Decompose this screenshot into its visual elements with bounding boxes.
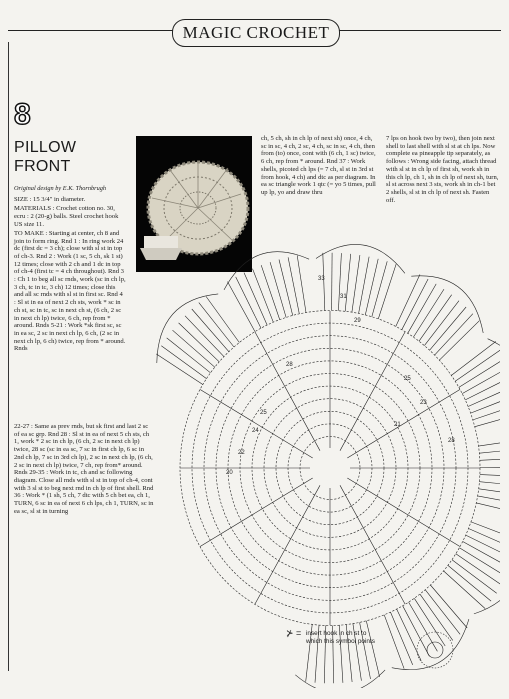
round-label: 20 xyxy=(226,470,233,476)
diagram-stroke xyxy=(206,297,239,343)
diagram-stroke xyxy=(448,565,491,601)
diagram-stroke xyxy=(459,358,500,388)
round-label: 25 xyxy=(260,410,267,416)
round-label: 29 xyxy=(354,318,361,324)
diagram-stroke xyxy=(297,256,306,313)
pattern-title xyxy=(14,138,76,176)
diagram-stroke xyxy=(228,282,256,332)
diagram-stroke xyxy=(384,615,404,669)
diagram-stroke xyxy=(462,366,500,393)
instruction-size: SIZE : 15 3/4" in diameter. xyxy=(14,196,86,203)
diagram-stroke xyxy=(200,390,313,459)
diagram-stroke xyxy=(372,261,387,317)
diagram-stroke xyxy=(463,542,500,569)
diagram-stroke xyxy=(451,342,495,376)
round-label: 22 xyxy=(238,450,245,456)
diagram-stroke xyxy=(479,482,500,487)
diagram-stroke xyxy=(352,255,360,312)
instruction-finishing: 7 lps on hook two by two), then join next shell to last shell with sl st at ch lps. Now complete ea pineapple tip separately, as follows : Wrong side facing, attach thread with sl st in ch lp of first sh, work sh in this ch lp, ch 1, sh in ch lp of next sh, turn, sl st across next 3 sts, work sh in ch-1 bet 2 shells, sl st in ch lp of next sh. Fasten off. xyxy=(386,135,499,204)
symbol-legend xyxy=(286,628,384,645)
diagram-stroke xyxy=(392,619,469,670)
diagram-stroke xyxy=(173,330,215,367)
diagram-stroke xyxy=(378,264,396,319)
diagram-stroke xyxy=(476,503,500,516)
left-frame-rule xyxy=(8,42,9,671)
instructions-column-4 xyxy=(386,135,500,206)
diagram-stroke xyxy=(480,458,500,461)
instruction-materials: MATERIALS : Crochet cotton no. 30, ecru : 2 (20-g) balls. Steel crochet hook US size 11. xyxy=(14,205,119,228)
instruction-rounds-22-36: 22-27 : Same as prev rnds, but sk first and last 2 sc of ea sc grp. Rnd 28 : Sl st in ea of next 5 ch sts, ch 1, work * 2 sc in ch lp, (6 ch, 2 sc in next ch lp) twice, 28 sc (sc in ea sc, 7 sc in first ch lp, 6 sc in 2nd ch lp, 7 sc in 3rd ch lp), 2 sc in next ch lp, (6 ch, 2 sc in next ch lp) twice, 7 ch, rep from* around. Rnds 29-35 : Work in tc, ch and sc following diagram. Close all rnds with sl st in top of ch-4, cont with 3 sl st to beg next rnd in ch lp of first shell. Rnd 36 : Work * (1 sh, 5 ch, 7 dtc with 5 ch bet ea, ch 1, TURN, 6 sc in ea of next 6 ch lps, ch 1, TURN, sc in ea sc, sl st in turning xyxy=(14,423,154,515)
magazine-title: MAGIC CROCHET xyxy=(172,19,340,47)
diagram-stroke xyxy=(465,375,500,400)
diagram-stroke xyxy=(430,307,467,350)
pattern-number: 8 xyxy=(14,98,31,131)
diagram-stroke xyxy=(459,548,500,577)
legend-text: insert hook in ch st to which this symbol points xyxy=(306,630,375,645)
diagram-stroke xyxy=(425,590,460,635)
diagram-stroke xyxy=(478,496,500,506)
diagram-stroke xyxy=(479,438,501,446)
diagram-stroke xyxy=(167,338,211,373)
round-label: 28 xyxy=(448,438,455,444)
diagram-stroke xyxy=(411,276,483,333)
instructions-column-3 xyxy=(261,135,379,198)
round-label: 24 xyxy=(252,428,259,434)
diagram-stroke xyxy=(471,393,500,413)
diagram-stroke xyxy=(345,254,351,311)
diagram-stroke xyxy=(156,354,203,385)
diagram-stroke xyxy=(435,314,473,355)
diagram-stroke xyxy=(316,244,405,273)
instruction-rounds-36-37: ch, 5 ch, sh in ch lp of next sh) once, 4 ch, sc in sc, 4 ch, 2 sc, 4 ch, sc in sc, 4 ch, then from (to) once, cont with (6 ch, 1 sc) twice, 6 ch, rep from * around. Rnd 37 : Work shells, picoted ch lps (= 7 ch, sl st in 3rd st from hook, 4 ch) and dtc as per diagram. In ea sc triangle work 1 qtc (= yo 5 times, pull up lp, yo and draw thru xyxy=(261,135,376,196)
diagram-stroke xyxy=(199,303,234,347)
diagram-stroke xyxy=(161,346,206,379)
diagram-stroke xyxy=(338,253,341,311)
diagram-stroke xyxy=(253,269,274,323)
diagram-stroke xyxy=(427,642,443,658)
diagram-stroke xyxy=(420,594,453,640)
pattern-title-line1: PILLOW xyxy=(14,139,77,156)
round-label: 25 xyxy=(404,376,411,382)
diagram-stroke xyxy=(414,598,445,646)
instruction-to-make: TO MAKE : Starting at center, ch 8 and join to form ring. Rnd 1 : In ring work 24 dc (first dc = 3 ch); close with sl st in top of ch-3. Rnd 2 : Work (1 sc, 5 ch, sk 1 st) 12 times; close with 2 ch and 1 dc in top of ch-4 (first tc = 4 ch throughout). Rnd 3 : Ch 1 to beg all sc rnds, work (sc in ch lp, 3 ch, tc in tc, 3 ch) 12 times; close this and all sc rnds with sl st in first sc. Rnd 4 : Sl st in ea of next 2 ch sts, work * sc in ch st, sc in tc, sc in next ch st, (6 ch, 2 sc in next ch lp) twice, 6 ch, rep from * around. Rnds 5-21 : Work *sk first sc, sc in ea sc, 2 sc in next ch lp, 6 ch, (2 sc in next ch lp, 6 ch) twice, rep from * around. Rnds xyxy=(14,229,126,353)
diagram-stroke xyxy=(424,301,459,346)
diagram-stroke xyxy=(444,571,486,609)
diagram-stroke xyxy=(473,402,500,420)
diagram-stroke xyxy=(332,253,333,311)
diagram-stroke xyxy=(466,535,500,560)
diagram-stroke xyxy=(480,475,500,477)
diagram-stroke xyxy=(192,309,229,352)
diagram-stroke xyxy=(439,321,479,361)
diagram-stroke xyxy=(295,670,385,688)
diagram-stroke xyxy=(200,478,313,547)
round-label: 28 xyxy=(286,362,293,368)
hook-symbol-icon: ⊁ = xyxy=(286,628,302,638)
instructions-column-1b xyxy=(14,423,154,517)
round-label: 31 xyxy=(340,294,347,300)
diagram-stroke xyxy=(179,323,220,362)
diagram-stroke xyxy=(452,560,497,594)
round-label: 33 xyxy=(318,276,325,282)
diagram-stroke xyxy=(475,412,500,427)
design-credit: Original design by E.K. Thornbrugh xyxy=(14,185,107,192)
diagram-stroke xyxy=(185,316,224,357)
diagram-stroke xyxy=(479,489,500,497)
diagram-stroke xyxy=(288,257,299,314)
diagram-stroke xyxy=(455,350,500,382)
diagram-stroke xyxy=(479,448,500,454)
diagram-lines xyxy=(156,244,500,688)
pattern-title-line2: FRONT xyxy=(14,158,71,175)
diagram-stroke xyxy=(419,295,452,342)
diagram-stroke xyxy=(261,265,280,319)
round-label: 23 xyxy=(420,400,427,406)
instructions-column-1 xyxy=(14,196,126,355)
diagram-stroke xyxy=(224,252,309,290)
round-label: 21 xyxy=(394,422,401,428)
diagram-stroke xyxy=(279,260,293,316)
diagram-stroke xyxy=(430,585,467,628)
diagram-stroke xyxy=(417,632,453,668)
crochet-diagram xyxy=(140,218,500,688)
diagram-stroke xyxy=(270,262,286,317)
